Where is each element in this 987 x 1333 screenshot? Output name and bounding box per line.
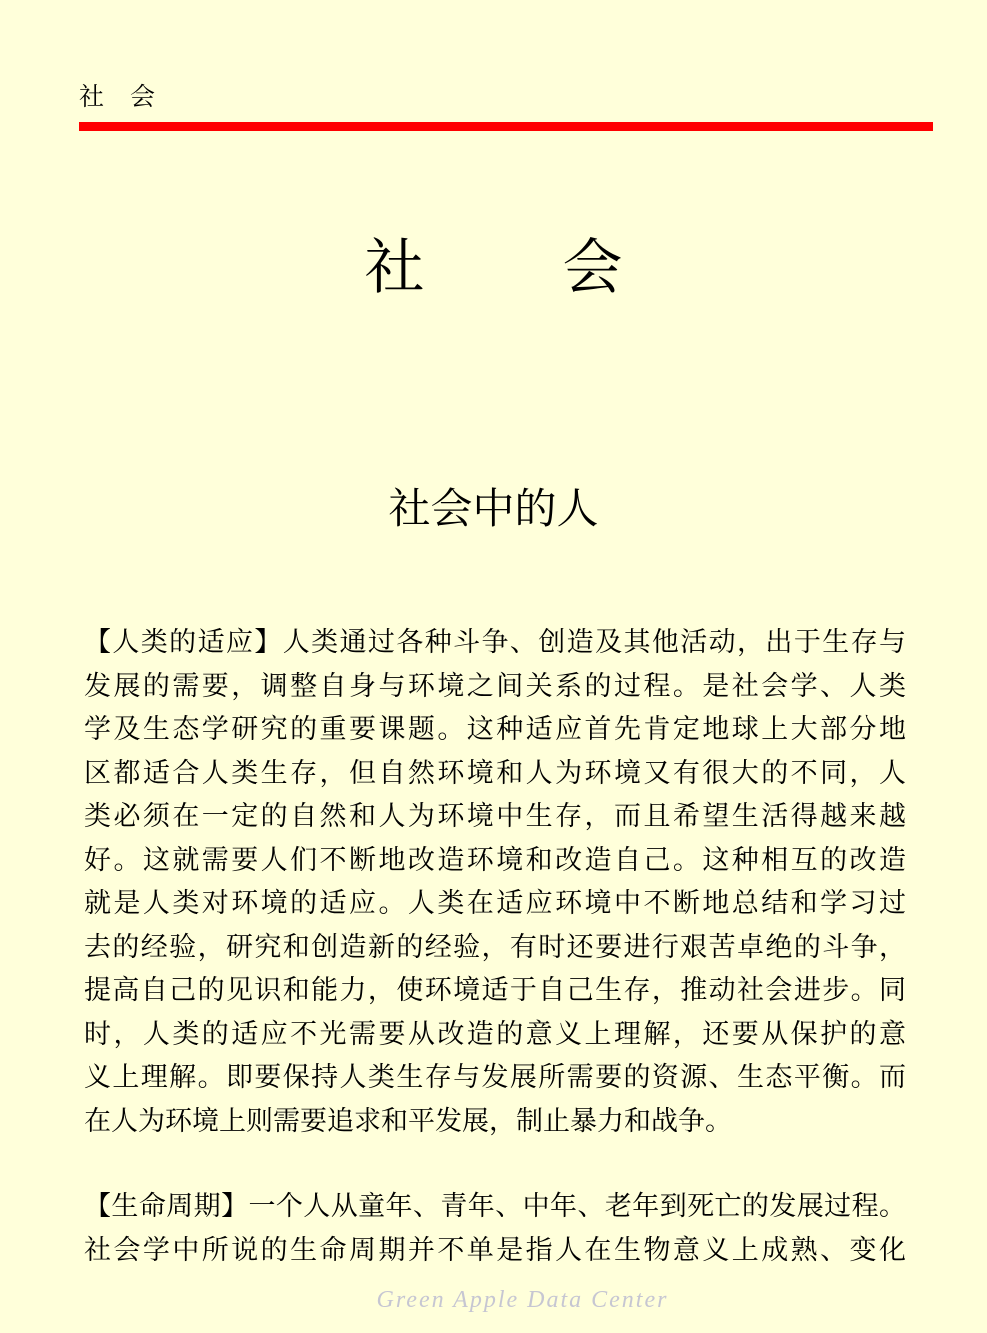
- text-line: 去的经验，研究和创造新的经验，有时还要进行艰苦卓绝的斗争，: [84, 931, 906, 962]
- text-line: 提高自己的见识和能力，使环境适于自己生存，推动社会进步。同: [84, 975, 906, 1005]
- watermark: Green Apple Data Center: [376, 1287, 669, 1313]
- text-line: 区都适合人类生存，但自然环境和人为环境又有很大的不同，人: [84, 757, 906, 788]
- text-line: 【人类的适应】人类通过各种斗争、创造及其他活动，出于生存与: [84, 627, 906, 657]
- text-line: 发展的需要，调整自身与环境之间关系的过程。是社会学、人类: [84, 670, 906, 701]
- text-line: 就是人类对环境的适应。人类在适应环境中不断地总结和学习过: [84, 888, 906, 918]
- text-line: 类必须在一定的自然和人为环境中生存，而且希望生活得越来越: [84, 801, 906, 831]
- running-header-char-2: 会: [130, 83, 156, 111]
- running-header: [79, 84, 155, 110]
- text-line: 在人为环境上则需要追求和平发展，制止暴力和战争。: [84, 1105, 732, 1136]
- text-line: 学及生态学研究的重要课题。这种适应首先肯定地球上大部分地: [84, 714, 906, 744]
- running-header-char-1: 社: [79, 83, 105, 111]
- paragraph-life-cycle: [84, 1185, 906, 1272]
- paragraph-human-adaptation: [84, 621, 906, 1143]
- section-title: 社会中的人: [388, 485, 599, 532]
- header-rule-divider: [79, 122, 933, 131]
- text-line: 时，人类的适应不光需要从改造的意义上理解，还要从保护的意: [84, 1018, 906, 1049]
- page-title: [0, 234, 987, 301]
- text-line: 【生命周期】一个人从童年、青年、中年、老年到死亡的发展过程。: [84, 1191, 906, 1221]
- text-line: 义上理解。即要保持人类生存与发展所需要的资源、生态平衡。而: [84, 1062, 906, 1092]
- page-title-char-1: 社: [364, 234, 425, 301]
- text-line: 好。这就需要人们不断地改造环境和改造自己。这种相互的改造: [84, 844, 906, 875]
- text-line: 社会学中所说的生命周期并不单是指人在生物意义上成熟、变化: [84, 1234, 906, 1265]
- page-title-char-2: 会: [562, 234, 623, 301]
